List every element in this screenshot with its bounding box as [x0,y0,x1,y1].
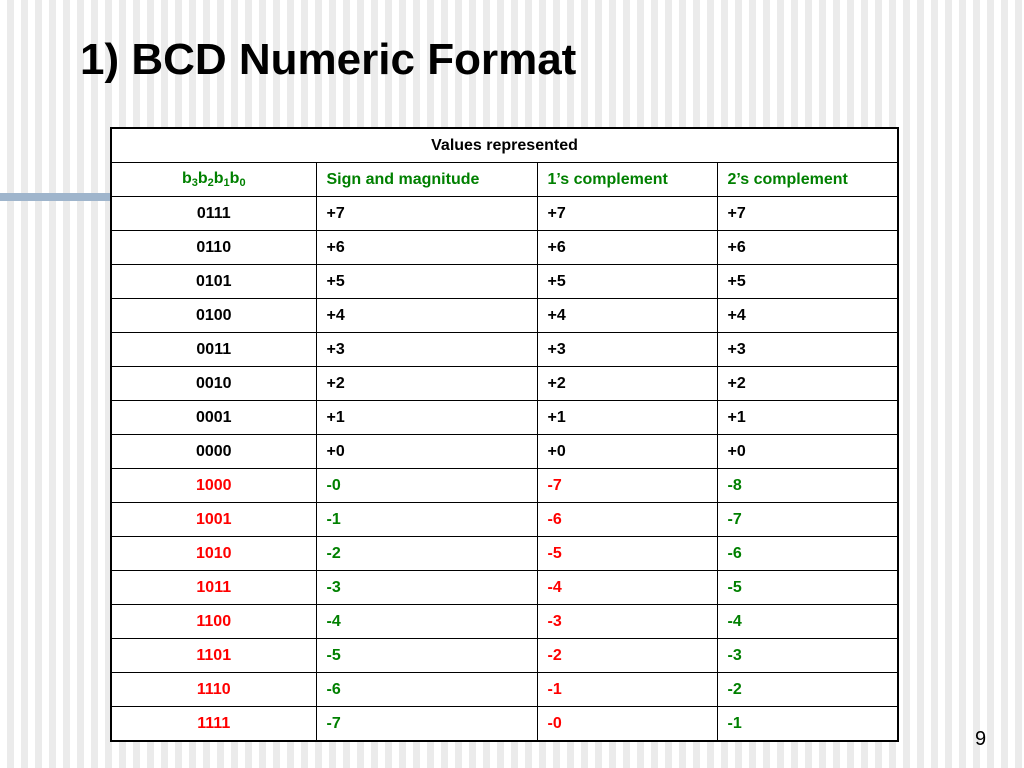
ones-complement-cell: +5 [537,265,717,299]
table-row [111,299,898,333]
table-row [111,673,898,707]
table-row [111,231,898,265]
bit-b1: $b_1$ [213,170,230,189]
table-row [111,639,898,673]
sign-magnitude-cell: -3 [316,571,537,605]
sign-magnitude-cell: -1 [316,503,537,537]
sign-magnitude-cell: -0 [316,469,537,503]
ones-complement-cell: -2 [537,639,717,673]
bits-cell: 0110 [111,231,316,265]
table-row [111,401,898,435]
sign-magnitude-cell: +7 [316,197,537,231]
ones-complement-cell: +2 [537,367,717,401]
bcd-table [110,127,899,742]
slide-title: 1) BCD Numeric Format [80,35,577,84]
sign-magnitude-cell: +3 [316,333,537,367]
twos-complement-cell: -1 [717,707,898,742]
twos-complement-cell: +3 [717,333,898,367]
twos-complement-cell: -4 [717,605,898,639]
twos-complement-cell: +2 [717,367,898,401]
sign-magnitude-cell: -6 [316,673,537,707]
twos-complement-cell: +7 [717,197,898,231]
twos-complement-cell: -6 [717,537,898,571]
bit-b0: $b_0$ [229,170,246,189]
bit-b2: $b_2$ [197,170,214,189]
page-number: 9 [975,728,987,750]
ones-complement-cell: -6 [537,503,717,537]
bits-cell: 1000 [111,469,316,503]
twos-complement-cell: -3 [717,639,898,673]
twos-complement-cell: -5 [717,571,898,605]
bits-cell: 1001 [111,503,316,537]
table-row [111,197,898,231]
ones-complement-cell: -3 [537,605,717,639]
header-twos-complement: 2’s complement [717,163,898,197]
sign-magnitude-cell: -5 [316,639,537,673]
bits-cell: 0111 [111,197,316,231]
sign-magnitude-cell: -7 [316,707,537,742]
bits-cell: 1100 [111,605,316,639]
column-header-row [111,163,898,197]
twos-complement-cell: -8 [717,469,898,503]
bits-cell: 1101 [111,639,316,673]
table-row [111,571,898,605]
bits-cell: 0101 [111,265,316,299]
ones-complement-cell: +1 [537,401,717,435]
bits-cell: 0011 [111,333,316,367]
twos-complement-cell: +0 [717,435,898,469]
bits-cell: 0001 [111,401,316,435]
ones-complement-cell: +4 [537,299,717,333]
ones-complement-cell: +3 [537,333,717,367]
sign-magnitude-cell: -2 [316,537,537,571]
ones-complement-cell: +6 [537,231,717,265]
bits-cell: 1011 [111,571,316,605]
header-sign-magnitude: Sign and magnitude [316,163,537,197]
twos-complement-cell: +6 [717,231,898,265]
ones-complement-cell: -7 [537,469,717,503]
table-row [111,265,898,299]
ones-complement-cell: -4 [537,571,717,605]
table-row [111,605,898,639]
table-row [111,435,898,469]
sign-magnitude-cell: +0 [316,435,537,469]
table-row [111,707,898,742]
ones-complement-cell: +7 [537,197,717,231]
table-row [111,537,898,571]
table-body [111,128,898,741]
ones-complement-cell: -0 [537,707,717,742]
group-header-row [111,128,898,163]
twos-complement-cell: -7 [717,503,898,537]
bit-b3: $b_3$ [181,170,198,189]
twos-complement-cell: +1 [717,401,898,435]
bits-header [111,163,316,197]
sign-magnitude-cell: +1 [316,401,537,435]
ones-complement-cell: +0 [537,435,717,469]
table-row [111,367,898,401]
bits-cell: 0000 [111,435,316,469]
bits-cell: 0010 [111,367,316,401]
sign-magnitude-cell: +2 [316,367,537,401]
ones-complement-cell: -1 [537,673,717,707]
bits-cell: 1110 [111,673,316,707]
twos-complement-cell: +4 [717,299,898,333]
sign-magnitude-cell: -4 [316,605,537,639]
twos-complement-cell: +5 [717,265,898,299]
table-row [111,469,898,503]
sign-magnitude-cell: +5 [316,265,537,299]
ones-complement-cell: -5 [537,537,717,571]
table-row [111,333,898,367]
sign-magnitude-cell: +6 [316,231,537,265]
bits-cell: 1010 [111,537,316,571]
bits-cell: 0100 [111,299,316,333]
twos-complement-cell: -2 [717,673,898,707]
sign-magnitude-cell: +4 [316,299,537,333]
bits-cell: 1111 [111,707,316,742]
header-ones-complement: 1’s complement [537,163,717,197]
table-row [111,503,898,537]
group-header: Values represented [111,128,898,163]
